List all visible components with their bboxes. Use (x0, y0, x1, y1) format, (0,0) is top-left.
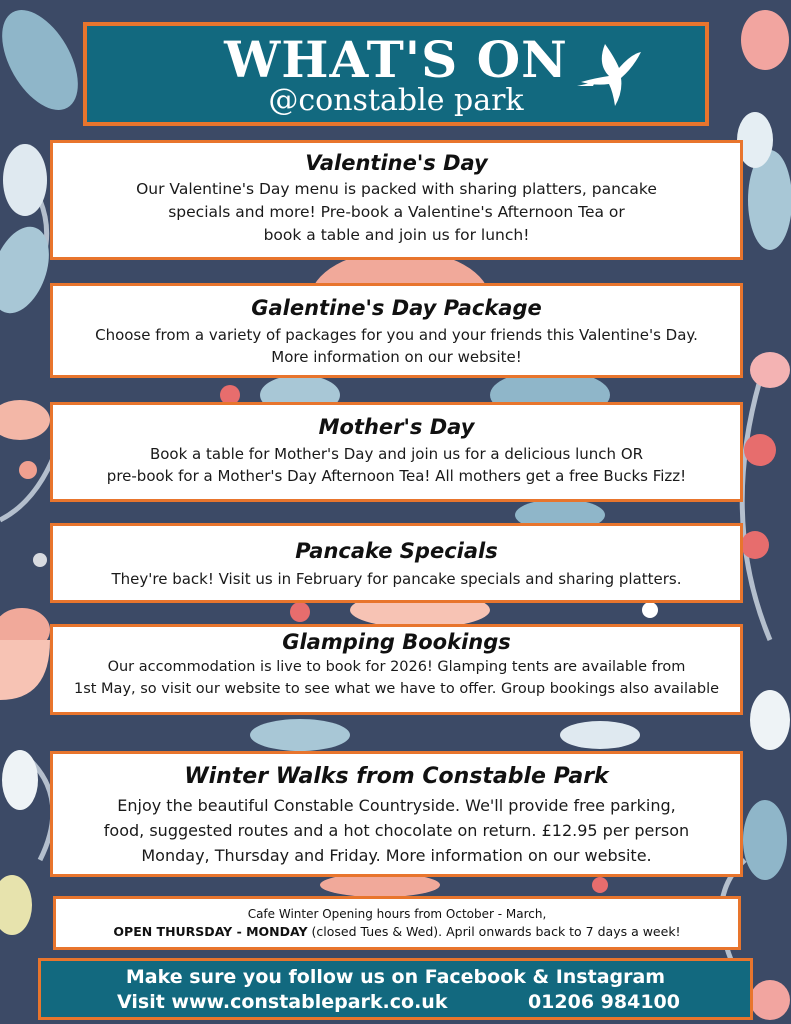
opening-days-detail: (closed Tues & Wed). April onwards back to 7 days a week! (307, 924, 681, 939)
event-line: Book a table for Mother's Day and join us for a delicious lunch OR (149, 445, 644, 463)
event-line: Enjoy the beautiful Constable Countryside. We'll provide free parking, (117, 796, 676, 815)
event-line: Our Valentine's Day menu is packed with sharing platters, pancake (136, 180, 657, 198)
event-description (53, 656, 740, 700)
header-banner (83, 22, 709, 126)
page-title: WHAT'S ON (224, 30, 568, 89)
event-line: food, suggested routes and a hot chocolate on return. £12.95 per person (103, 821, 690, 840)
event-card-pancake-specials (50, 523, 743, 603)
event-line: specials and more! Pre-book a Valentine's Afternoon Tea or (168, 203, 625, 221)
event-title: Valentine's Day (305, 151, 488, 175)
event-title: Pancake Specials (295, 539, 498, 563)
social-follow-text: Make sure you follow us on Facebook & Instagram (125, 966, 666, 988)
event-line: They're back! Visit us in February for pancake specials and sharing platters. (111, 570, 682, 588)
event-line: Our accommodation is live to book for 2026! Glamping tents are available from (107, 659, 686, 675)
opening-hours-line: Cafe Winter Opening hours from October - March, (247, 907, 547, 921)
event-title: Mother's Day (318, 415, 475, 439)
event-line: More information on our website! (271, 348, 522, 366)
event-title: Winter Walks from Constable Park (184, 764, 609, 789)
event-card-glamping (50, 624, 743, 715)
kingfisher-icon (575, 36, 645, 116)
event-card-winter-walks (50, 751, 743, 877)
event-card-mothers-day (50, 402, 743, 502)
event-line: Monday, Thursday and Friday. More information on our website. (141, 846, 652, 865)
event-line: Choose from a variety of packages for you and your friends this Valentine's Day. (95, 326, 698, 344)
event-title: Glamping Bookings (282, 630, 511, 654)
footer-banner (38, 958, 753, 1020)
event-description (53, 178, 740, 247)
event-description (53, 793, 740, 868)
event-card-valentines (50, 140, 743, 260)
event-card-galentines (50, 283, 743, 378)
open-days-highlight: OPEN THURSDAY - MONDAY (113, 924, 308, 939)
event-line: 1st May, so visit our website to see what we have to offer. Group bookings also available (73, 681, 720, 697)
opening-hours-box (53, 896, 741, 950)
website-link[interactable]: Visit www.constablepark.co.uk (117, 991, 448, 1013)
opening-days-line (56, 923, 738, 941)
event-description (53, 568, 740, 590)
event-description (53, 443, 740, 487)
page-subtitle: @constable park (268, 83, 524, 118)
event-line: pre-book for a Mother's Day Afternoon Tea! All mothers get a free Bucks Fizz! (106, 467, 687, 485)
phone-number[interactable]: 01206 984100 (527, 991, 680, 1013)
contact-row (41, 989, 750, 1015)
event-description (53, 324, 740, 368)
event-line: book a table and join us for lunch! (263, 226, 530, 244)
event-title: Galentine's Day Package (251, 296, 542, 320)
